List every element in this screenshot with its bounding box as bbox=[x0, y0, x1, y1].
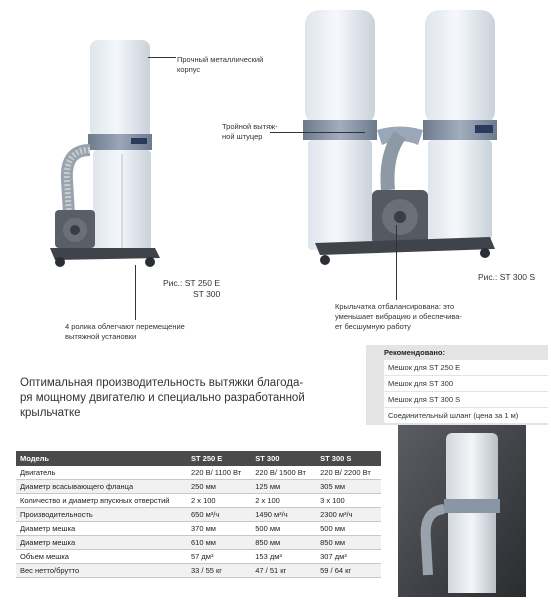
table-row bbox=[16, 522, 381, 536]
product-photo bbox=[398, 425, 526, 597]
table-cell: 2 х 100 bbox=[187, 494, 251, 508]
table-cell: 2300 м³/ч bbox=[316, 508, 381, 522]
table-cell: 3 х 100 bbox=[316, 494, 381, 508]
table-cell: 370 мм bbox=[187, 522, 251, 536]
callout-rollers: 4 ролика облегчают перемещение вытяжной установки bbox=[65, 322, 185, 341]
leader-line bbox=[270, 132, 365, 133]
photo-illustration bbox=[398, 425, 526, 597]
table-cell: Количество и диаметр впускных отверстий bbox=[16, 494, 187, 508]
recommended-item: Мешок для ST 250 E bbox=[384, 360, 548, 375]
table-cell: Диаметр всасывающего фланца bbox=[16, 480, 187, 494]
table-cell: 305 мм bbox=[316, 480, 381, 494]
table-row bbox=[16, 536, 381, 550]
table-cell: 307 дм³ bbox=[316, 550, 381, 564]
table-cell: 650 м³/ч bbox=[187, 508, 251, 522]
table-row bbox=[16, 564, 381, 578]
callout-impeller: Крыльчатка отбалансирована: это уменьшает вибрацию и обеспечива- ет бесшумную работу bbox=[335, 302, 462, 331]
table-cell: Объем мешка bbox=[16, 550, 187, 564]
recommended-title: Рекомендовано: bbox=[384, 348, 446, 357]
table-cell: 59 / 64 кг bbox=[316, 564, 381, 578]
table-cell: 220 В/ 1100 Вт bbox=[187, 466, 251, 480]
table-cell: 33 / 55 кг bbox=[187, 564, 251, 578]
spec-table bbox=[16, 451, 381, 578]
column-header: ST 250 E bbox=[187, 451, 251, 466]
table-cell: Производительность bbox=[16, 508, 187, 522]
column-header: ST 300 bbox=[251, 451, 316, 466]
recommended-item: Соединительный шланг (цена за 1 м) bbox=[384, 408, 548, 423]
recommended-item: Мешок для ST 300 S bbox=[384, 392, 548, 407]
table-row bbox=[16, 550, 381, 564]
column-header: Модель bbox=[16, 451, 187, 466]
table-cell: 220 В/ 1500 Вт bbox=[251, 466, 316, 480]
machine-st300s-illustration bbox=[300, 5, 505, 270]
table-cell: 1490 м³/ч bbox=[251, 508, 316, 522]
lead-text: Оптимальная производительность вытяжки благода- ря мощному двигателю и специально разработанной крыльчатке bbox=[20, 377, 305, 419]
table-cell: 500 мм bbox=[316, 522, 381, 536]
table-cell: 153 дм³ bbox=[251, 550, 316, 564]
leader-line bbox=[396, 225, 397, 300]
table-cell: 57 дм³ bbox=[187, 550, 251, 564]
table-cell: 610 мм bbox=[187, 536, 251, 550]
callout-triple-pipe: Тройной вытяж- ной штуцер bbox=[222, 122, 278, 141]
table-cell: Диаметр мешка bbox=[16, 536, 187, 550]
table-row bbox=[16, 494, 381, 508]
table-cell: 250 мм bbox=[187, 480, 251, 494]
table-row bbox=[16, 480, 381, 494]
caption-left: Рис.: ST 250 E ST 300 bbox=[163, 278, 221, 299]
table-cell: 47 / 51 кг bbox=[251, 564, 316, 578]
leader-line bbox=[135, 265, 136, 320]
table-row bbox=[16, 508, 381, 522]
table-cell: 2 х 100 bbox=[251, 494, 316, 508]
recommended-item: Мешок для ST 300 bbox=[384, 376, 548, 391]
recommended-box bbox=[366, 345, 548, 425]
leader-line bbox=[148, 57, 176, 58]
table-row bbox=[16, 466, 381, 480]
table-header-row bbox=[16, 451, 381, 466]
machine-st250-illustration bbox=[35, 30, 165, 275]
table-cell: Двигатель bbox=[16, 466, 187, 480]
column-header: ST 300 S bbox=[316, 451, 381, 466]
caption-right: Рис.: ST 300 S bbox=[478, 272, 536, 282]
table-cell: 220 В/ 2200 Вт bbox=[316, 466, 381, 480]
table-cell: 850 мм bbox=[316, 536, 381, 550]
table-cell: 850 мм bbox=[251, 536, 316, 550]
table-cell: 500 мм bbox=[251, 522, 316, 536]
table-cell: Диаметр мешка bbox=[16, 522, 187, 536]
callout-housing: Прочный металлический корпус bbox=[177, 55, 264, 74]
table-cell: 125 мм bbox=[251, 480, 316, 494]
table-cell: Вес нетто/брутто bbox=[16, 564, 187, 578]
